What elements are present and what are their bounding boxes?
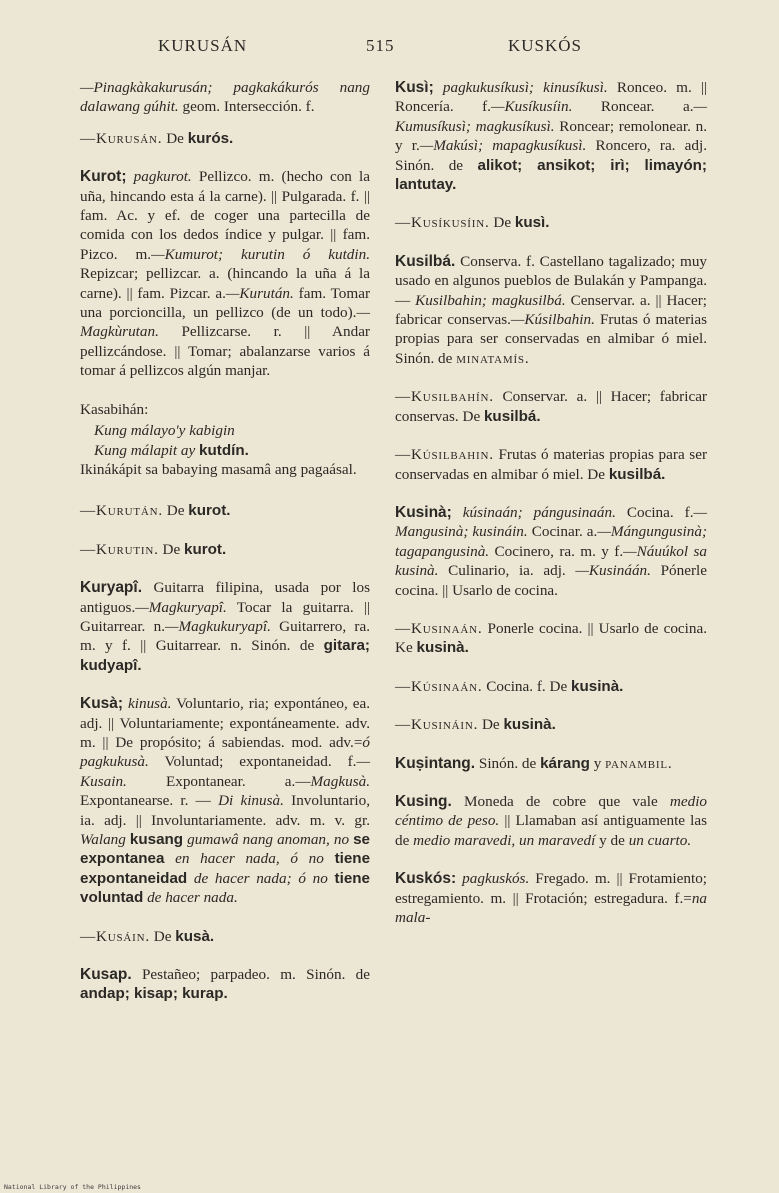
page-header [0,36,779,62]
proverb-line: Kung málapit ay kutdín. [94,441,249,459]
headword: Kuṣintang. [395,754,476,772]
entry-kusinaan: —Kusinaán. Ponerle cocina. || Usarlo de cocina. Ke kusinà. [395,619,708,657]
entry-kusintang: Kuṣintang. Sinón. de kárang y panambil. [395,754,673,772]
page-number: 515 [366,36,395,55]
entry-kusap: Kusap. Pestañeo; parpadeo. m. Sinón. de andap; kisap; kurap. [80,966,370,1003]
entry-kusikusiin: —Kusíkusíin. De kusì. [395,214,550,232]
proverb-line: Kung málayo'y kabigin [94,422,235,440]
headword: Kusì; [395,79,434,96]
entry-kusa: Kusà; kinusà. Voluntario, ria; expontáneo, ea. adj. || Voluntariamente; expontáneamente. adv. m. || De propósito; á sabiendas. mod. adv.=ó pagkukusà. Voluntad; expontaneidad. f.—Kusain. Expontanear. a.—Magkusà. Expontanearse. r. — Di kinusà. Involuntario, ia. adj. || Involuntariamente. adv. m. v. gr. Walang kusang gumawâ nang anoman, no se expontanea en hacer nada, ó no tiene expontaneidad de hacer nada; ó no tiene voluntad de hacer nada. [80,695,371,907]
entry-kusinain: —Kusináin. De kusinà. [395,716,556,734]
running-head-left: KURUSÁN [158,36,248,55]
entry-kusinaan-2: —Kúsinaán. Cocina. f. De kusinà. [395,677,624,695]
headword: Kusilbá. [395,252,456,270]
entry-kurutan: —Kurután. De kurot. [80,502,231,520]
entry-kuskos: Kuskós: pagkuskós. Fregado. m. || Frotamiento; estregamiento. m. || Frotación; estregadura. f.=na mala- [395,870,708,926]
entry-kusi: Kusì; pagkukusíkusì; kinusíkusì. Ronceo. m. || Roncería. f.—Kusíkusíin. Roncear. a.—Kumusíkusì; magkusíkusì. Roncear; remolonear. n. y r.—Makúsì; mapagkusíkusì. Roncero, ra. adj. Sinón. de alikot; ansikot; irì; limayón; lantutay. [395,79,708,194]
headword: Kurot; [80,168,127,186]
proverb-explanation: Ikinákápit sa babaying masamâ ang pagaásal. [80,460,357,478]
headword: Kusap. [80,966,132,984]
headword: Kuskós: [395,870,457,888]
entry-kusilbahin: —Kusilbahín. Conservar. a. || Hacer; fabricar conservas. De kusilbá. [395,388,707,425]
entry-kurusan: —Kurusán. De kurós. [80,129,234,147]
entry-kusing: Kusing. Moneda de cobre que vale medio céntimo de peso. || Llamaban así antiguamente las de medio maravedi, un maravedí y de un cuarto. [395,792,708,849]
headword: Kusà; [80,695,124,713]
entry-kusain: —Kusáin. De kusà. [80,927,215,945]
entry-kuryapi: Kuryapî. Guitarra filipina, usada por los antiguos.—Magkuryapî. Tocar la guitarra. || Guitarrear. n.—Magkukuryapî. Guitarrero, ra. m. y f. || Guitarrear. n. Sinón. de gitara; kudyapî. [80,579,371,674]
library-credit: National Library of the Philippines [4,1183,141,1191]
entry-continuation: —Pinagkàkakurusán; pagkakákurós nang dalawang gúhit. geom. Intersección. f. [80,79,370,116]
entry-kurutin: —Kurutin. De kurot. [80,540,227,558]
entry-kurot: Kurot; pagkurot. Pellizco. m. (hecho con la uña, hincando esta á la carne). || Pulgarada. f. || fam. Ac. y ef. de coger una partecilla de comida con los dedos índice y pulgar. || fam. Pizco. m.—Kumurot; kurutin ó kutdin. Repizcar; pellizcar. a. (hincando la uña á la carne). || fam. Pizcar. a.—Kurután. fam. Tomar una porcioncilla, un pellizco (de un todo).—Magkùrutan. Pellizcarse. r. || Andar pellizcándose. || Tomar; abalanzarse varios á tomar á pellizcos algún manjar. [80,168,371,380]
entry-kusina: Kusinà; kúsinaán; pángusinaán. Cocina. f.—Mangusinà; kusináin. Cocinar. a.—Mángungusinà; tagapangusinà. Cocinero, ra. m. y f.—Náuúkol sa kusinà. Culinario, ia. adj. —Kusináán. Pónerle cocina. || Usarlo de cocina. [395,503,708,599]
headword: Kuryapî. [80,579,143,597]
headword: Kusinà; [395,503,452,521]
entry-kusilba: Kusilbá. Conserva. f. Castellano tagalizado; muy usado en algunos pueblos de Bulakán y Pampanga.— Kusilbahin; magkusilbá. Censervar. a. || Hacer; fabricar conservas.—Kúsilbahin. Frutas ó materias propias para ser conservadas en almibar ó miel. Sinón. de minatamís. [395,252,708,367]
headword: Kusing. [395,792,452,810]
running-head-right: KUSKÓS [508,36,583,55]
right-column [395,78,707,946]
kasabihan-label: Kasabihán: [80,400,149,418]
entry-kusilbahin-2: —Kúsilbahin. Frutas ó materias propias para ser conservadas en almibar ó miel. De kusilbá. [395,446,708,483]
kasabihan-proverb [80,400,370,480]
left-column [80,78,370,1023]
